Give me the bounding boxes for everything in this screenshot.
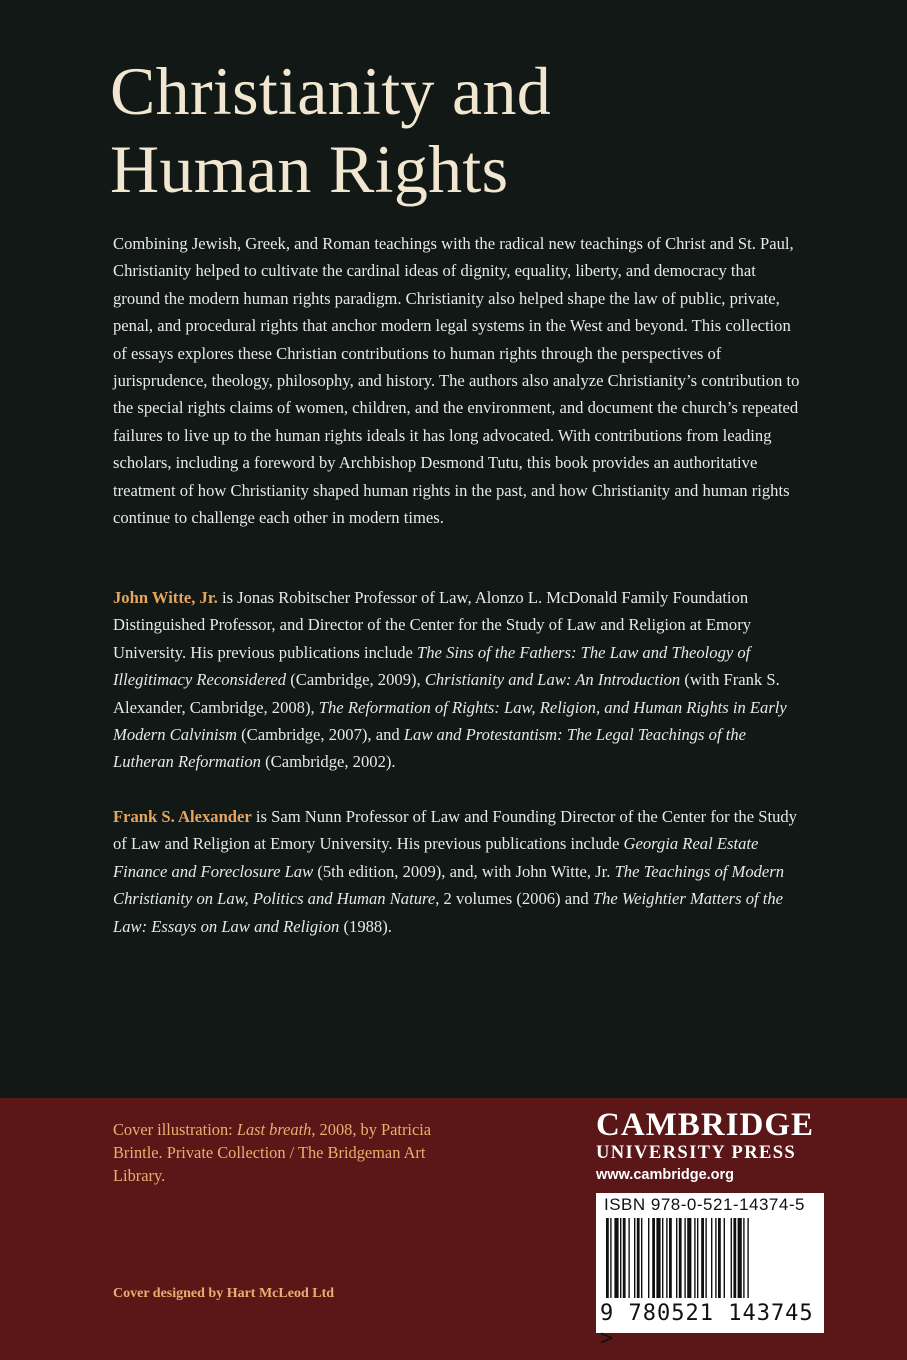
cover-illustration-credit [113,1118,443,1187]
cover-designer-credit: Cover designed by Hart McLeod Ltd [113,1286,335,1301]
author-bio-alexander [113,803,803,940]
publisher-subname: UNIVERSITY PRESS [596,1143,797,1163]
book-reference: Law and Protestantism: The Legal Teachings of the Lutheran Reformation [113,725,746,772]
bio-text: (5th edition, 2009), and, with John Witte, Jr. [313,861,615,881]
cover-bottom-band [0,1098,907,1360]
bio-text: (with Frank S. Alexander, Cambridge, 2008), [113,670,780,717]
bio-text: , 2 volumes (2006) and [435,889,593,909]
book-reference: The Reformation of Rights: Law, Religion, and Human Rights in Early Modern Calvinism [113,697,787,745]
book-title-line-2: Human Rights [110,131,509,207]
author-name-alexander: Frank S. Alexander [113,807,252,826]
book-title-line-1: Christianity and [110,53,552,129]
book-reference: Christianity and Law: An Introduction [424,670,681,690]
bio-text: is Jonas Robitscher Professor of Law, Alonzo L. McDonald Family Foundation Distinguished Professor, and Director of the Center for the Study of Law and Religion at Emory University. His previous publications include [113,588,752,662]
credit-text: , 2008, by Patricia Brintle. Private Collection / The Bridgeman Art Library. [113,1120,432,1185]
bio-text: (1988). [339,916,392,936]
book-title [110,52,870,208]
book-reference: The Sins of the Fathers: The Law and Theology of Illegitimacy Reconsidered [113,642,751,690]
isbn-label: ISBN 978-0-521-14374-5 [604,1195,805,1214]
bio-text: (Cambridge, 2002). [260,752,396,772]
barcode-icon [604,1218,816,1302]
bio-text: (Cambridge, 2009), [286,670,425,690]
bio-text: is Sam Nunn Professor of Law and Founding Director of the Center for the Study of Law and Religion at Emory University. His previous publications include [113,807,797,854]
book-reference: The Teachings of Modern Christianity on Law, Politics and Human Nature [113,861,785,909]
author-name-witte: John Witte, Jr. [113,588,218,607]
bio-text: (Cambridge, 2007), and [236,725,404,745]
barcode-number: 9 780521 143745 > [600,1301,814,1351]
publisher-url: www.cambridge.org [596,1167,735,1183]
publisher-name: CAMBRIDGE [596,1107,815,1143]
book-description: Combining Jewish, Greek, and Roman teachings with the radical new teachings of Christ and St. Paul, Christianity helped to cultivate the cardinal ideas of dignity, equality, liberty, and democracy that ground the modern human rights paradigm. Christianity also helped shape the law of public, private, penal, and procedural rights that anchor modern legal systems in the West and beyond. This collection of essays explores these Christian contributions to human rights through the perspectives of jurisprudence, theology, philosophy, and history. The authors also analyze Christianity’s contribution to the special rights claims of women, children, and the environment, and document the church’s repeated failures to live up to the human rights ideals it has long advocated. With contributions from leading scholars, including a foreword by Archbishop Desmond Tutu, this book provides an authoritative treatment of how Christianity shaped human rights in the past, and how Christianity and human rights continue to challenge each other in modern times. [113,234,800,528]
isbn-barcode-box [596,1193,824,1351]
author-bio-witte [113,584,803,776]
publisher-logo [596,1108,836,1186]
artwork-title: Last breath [236,1120,312,1139]
book-reference: Georgia Real Estate Finance and Foreclosure Law [113,834,759,881]
book-reference: The Weightier Matters of the Law: Essays on Law and Religion [113,889,784,936]
credit-text: Cover illustration: [113,1120,237,1139]
